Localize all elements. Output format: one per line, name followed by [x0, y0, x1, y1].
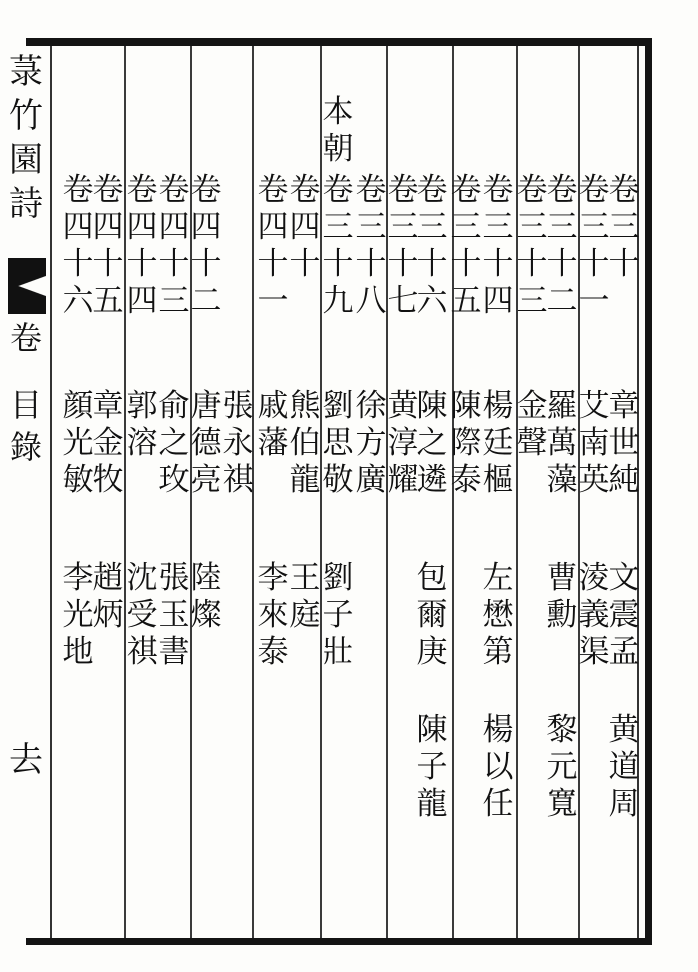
frame-top-border: [26, 38, 652, 46]
juan-label: 卷 四 十 五: [92, 172, 124, 319]
author-name: 陸 燦: [190, 560, 222, 633]
author-name: 黄 道 周: [608, 712, 640, 822]
juan-label: 卷 三 十: [608, 172, 640, 282]
author-name: 楊 廷 樞: [482, 388, 514, 498]
author-name: 王 庭: [289, 560, 321, 633]
author-name: 陳 之 遴: [416, 388, 448, 498]
author-name: 羅 萬 藻: [546, 388, 578, 498]
juan-label: 卷 四 十 六: [62, 172, 94, 319]
juan-mark: 卷: [9, 319, 42, 357]
juan-label: 卷 四 十 三: [158, 172, 190, 319]
author-name: 李 來 泰: [257, 560, 289, 670]
spine-rule: [50, 46, 52, 938]
author-name: 左 懋 第: [482, 560, 514, 670]
author-name: 陳 子 龍: [416, 712, 448, 822]
author-name: 楊 以 任: [482, 712, 514, 822]
author-name: 黎 元 寬: [546, 712, 578, 822]
author-name: 章 世 純: [608, 388, 640, 498]
author-name: 唐 德 亮: [190, 388, 222, 498]
author-name: 章 金 牧: [92, 388, 124, 498]
author-name: 金 聲: [516, 388, 548, 461]
author-name: 淩 義 渠: [578, 560, 610, 670]
author-name: 張 玉 書: [158, 560, 190, 670]
dynasty-heading: 本 朝: [322, 94, 354, 167]
author-name: 徐 方 廣: [355, 388, 387, 498]
juan-label: 卷 三 十 六: [416, 172, 448, 319]
fishtail-ornament-icon: [8, 258, 46, 314]
juan-label: 卷 四 十 二: [190, 172, 222, 319]
author-name: 艾 南 英: [578, 388, 610, 498]
juan-label: 卷 四 十 四: [126, 172, 158, 319]
juan-label: 卷 三 十 一: [578, 172, 610, 319]
author-name: 郭 溶: [126, 388, 158, 461]
author-name: 陳 際 泰: [450, 388, 482, 498]
author-name: 沈 受 祺: [126, 560, 158, 670]
author-name: 包 爾 庚: [416, 560, 448, 670]
author-name: 俞 之 玫: [158, 388, 190, 498]
author-name: 張 永 祺: [222, 388, 254, 498]
author-name: 文 震 孟: [608, 560, 640, 670]
juan-label: 卷 三 十 八: [355, 172, 387, 319]
juan-label: 卷 三 十 三: [516, 172, 548, 319]
juan-label: 卷 四 十: [289, 172, 321, 282]
page-number: 去: [9, 740, 43, 780]
juan-label: 卷 三 十 九: [322, 172, 354, 319]
author-name: 曹 勳: [546, 560, 578, 633]
juan-label: 卷 三 十 五: [450, 172, 482, 319]
frame-bottom-border: [26, 938, 652, 945]
author-name: 熊 伯 龍: [289, 388, 321, 498]
book-title: 菉 竹 園 詩: [9, 52, 43, 224]
frame-right-border: [645, 38, 652, 945]
author-name: 趙 炳: [92, 560, 124, 633]
author-name: 戚 藩: [257, 388, 289, 461]
juan-label: 卷 三 十 七: [387, 172, 419, 319]
author-name: 劉 子 壯: [322, 560, 354, 670]
author-name: 黄 淳 耀: [387, 388, 419, 498]
section-label: 目 錄: [9, 386, 42, 466]
juan-label: 卷 三 十 二: [546, 172, 578, 319]
author-name: 顔 光 敏: [62, 388, 94, 498]
juan-label: 卷 三 十 四: [482, 172, 514, 319]
author-name: 劉 思 敬: [322, 388, 354, 498]
author-name: 李 光 地: [62, 560, 94, 670]
juan-label: 卷 四 十 一: [257, 172, 289, 319]
